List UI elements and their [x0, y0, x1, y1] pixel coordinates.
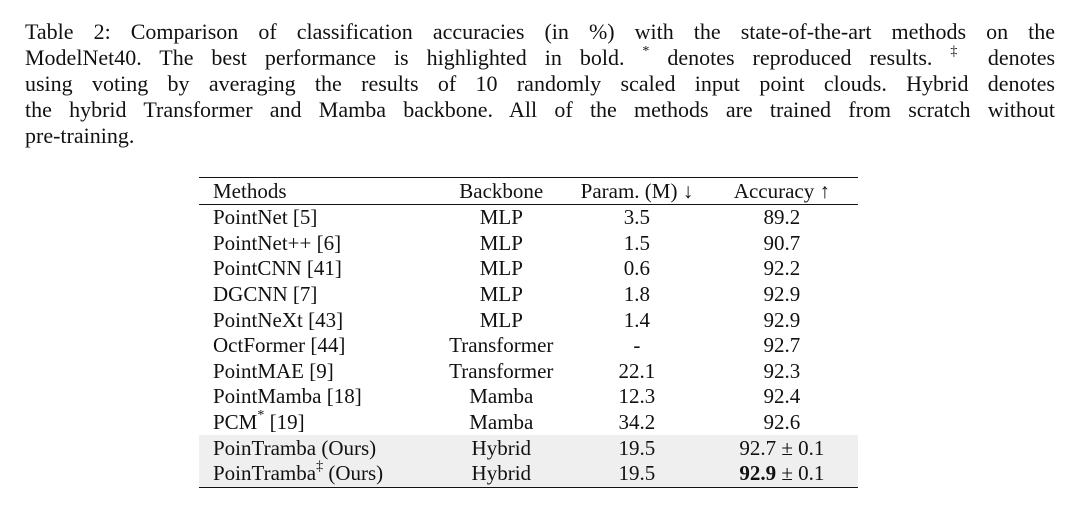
caption-text: denotes	[987, 45, 1056, 70]
cell-method: PointNeXt [43]	[213, 307, 344, 332]
caption-line-5: pre-training.	[25, 123, 135, 148]
cell-method: PointMamba [18]	[213, 384, 362, 409]
table-row	[199, 333, 858, 359]
header-backbone: Backbone	[459, 178, 544, 203]
cell-param: 12.3	[618, 384, 656, 409]
method-name: PCM	[213, 410, 258, 435]
caption-text: denotes reproduced results.	[667, 45, 933, 70]
cell-param: 34.2	[618, 410, 656, 435]
cell-backbone: Hybrid	[435, 461, 568, 487]
accuracy-value: 92.7	[739, 435, 777, 460]
table-header-row	[199, 178, 858, 205]
cell-method: PointCNN [41]	[213, 256, 342, 281]
table-row	[199, 384, 858, 410]
cell-accuracy: 92.4	[763, 384, 801, 409]
cell-method: OctFormer [44]	[213, 333, 346, 358]
cell-accuracy: 92.6	[763, 410, 801, 435]
cell-method	[199, 410, 435, 436]
table-row-ours	[199, 435, 858, 461]
table-row	[199, 205, 858, 231]
cell-accuracy: 89.2	[763, 205, 801, 230]
table-row	[199, 410, 858, 436]
cell-param: 1.4	[623, 307, 651, 332]
cell-method	[199, 461, 435, 487]
cell-accuracy: 92.2	[763, 256, 801, 281]
dagger-marker: ‡	[950, 43, 970, 59]
cell-param: -	[633, 333, 641, 358]
table-row	[199, 307, 858, 333]
cell-method: PointNet [5]	[213, 205, 318, 230]
cell-param: 1.8	[623, 282, 651, 307]
table-row	[199, 231, 858, 257]
cell-accuracy	[706, 435, 858, 461]
star-marker: *	[642, 43, 650, 59]
star-marker: *	[257, 408, 265, 424]
caption-line-2	[25, 45, 1055, 71]
cell-accuracy: 90.7	[763, 230, 801, 255]
cell-method: DGCNN [7]	[213, 282, 318, 307]
table-row	[199, 359, 858, 385]
cell-accuracy: 92.7	[763, 333, 801, 358]
accuracy-value-best: 92.9	[739, 461, 777, 486]
method-ref: (Ours)	[323, 461, 384, 486]
cell-param: 1.5	[623, 230, 651, 255]
cell-backbone: Transformer	[449, 333, 554, 358]
cell-backbone: Mamba	[469, 384, 534, 409]
caption-line-1: Table 2: Comparison of classification accuracies (in %) with the state-of-the-art methods on the	[25, 19, 1055, 44]
table-row-ours	[199, 461, 858, 487]
caption-line-4: the hybrid Transformer and Mamba backbone. All of the methods are trained from scratch without	[25, 97, 1055, 122]
cell-param: 19.5	[568, 461, 706, 487]
cell-accuracy-best: 92.9	[763, 307, 801, 332]
header-methods: Methods	[213, 178, 287, 203]
accuracy-std: ± 0.1	[776, 435, 825, 460]
table-caption	[25, 19, 1055, 149]
cell-backbone: Hybrid	[435, 435, 568, 461]
cell-param-best: 0.6	[623, 256, 651, 281]
cell-accuracy	[706, 461, 858, 487]
cell-param: 3.5	[623, 205, 651, 230]
header-param: Param. (M) ↓	[580, 178, 694, 203]
header-accuracy: Accuracy ↑	[733, 178, 831, 203]
cell-method: PointNet++ [6]	[213, 230, 342, 255]
cell-backbone: MLP	[479, 307, 523, 332]
cell-backbone: MLP	[479, 282, 523, 307]
cell-param: 22.1	[618, 358, 656, 383]
cell-method: PointMAE [9]	[213, 358, 334, 383]
cell-backbone: MLP	[479, 205, 523, 230]
cell-backbone: MLP	[479, 256, 523, 281]
table-row	[199, 282, 858, 308]
caption-text: ModelNet40. The best performance is highlighted in bold.	[25, 45, 625, 70]
cell-accuracy: 92.3	[763, 358, 801, 383]
accuracy-std: ± 0.1	[776, 461, 825, 486]
dagger-marker: ‡	[316, 459, 324, 475]
caption-line-3: using voting by averaging the results of 10 randomly scaled input point clouds. Hybrid denotes	[25, 71, 1055, 96]
cell-backbone: MLP	[479, 230, 523, 255]
cell-backbone: Mamba	[469, 410, 534, 435]
method-name: PoinTramba	[213, 461, 317, 486]
table-row	[199, 256, 858, 282]
cell-backbone: Transformer	[449, 358, 554, 383]
cell-param: 19.5	[568, 435, 706, 461]
cell-method: PoinTramba (Ours)	[199, 435, 435, 461]
method-ref: [19]	[264, 410, 305, 435]
cell-accuracy-best: 92.9	[763, 282, 801, 307]
results-table	[199, 177, 858, 488]
